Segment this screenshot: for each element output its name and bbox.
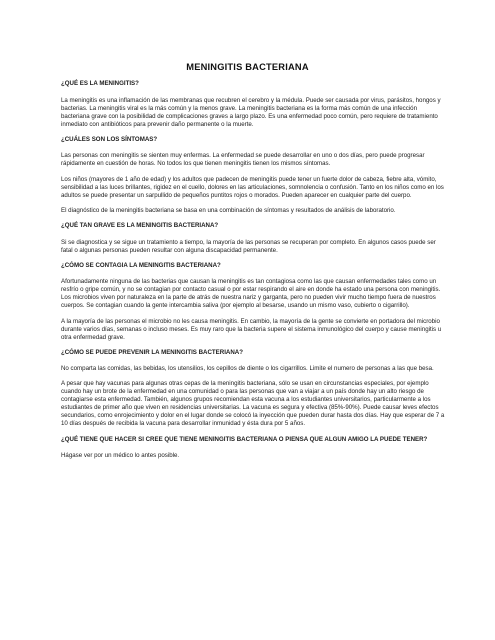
paragraph: A la mayoría de las personas el microbio no les causa meningitis. En cambio, la mayoría de la gente se convierte en portadora del microbio durante varios días, semanas o incluso meses. Es muy raro que la bacteria supere el sistema inmunológico del cuerpo y cause meningitis u otra enfermedad grave. xyxy=(61,317,442,341)
paragraph: A pesar que hay vacunas para algunas otras cepas de la meningitis bacteriana, sólo se usan en circunstancias especiales, por ejemplo cuando hay un brote de la enfermedad en una comunidad o para las personas que van a viajar a un país donde hay un alto riesgo de contagiarse esta enfermedad. También, algunos grupos recomiendan esta vacuna a los estudiantes universitarios, particularmente a los estudiantes de primer año que viven en residencias universitarias. La vacuna es segura y efectiva (85%-90%). Puede causar leves efectos secundarios, como enrojecimiento y dolor en el lugar donde se colocó la inyección que pueden durar hasta dos días. Hay que esperar de 7 a 10 días después de recibida la vacuna para desarrollar inmunidad y ésta dura por 5 años. xyxy=(61,380,445,428)
section-heading-que-es: ¿QUÉ ES LA MENINGITIS? xyxy=(61,80,139,87)
paragraph: Los niños (mayores de 1 año de edad) y los adultos que padecen de meningitis puede tener un fuerte dolor de cabeza, fiebre alta, vómito, sensibilidad a las luces brillantes, rigidez en el cuello, dolores en las articulaciones, somnolencia o confusión. Tanto en los niños como en los adultos se puede presentar un sarpullido de pequeños puntitos rojos o morados. Pueden aparecer en cualquier parte del cuerpo. xyxy=(61,175,444,199)
paragraph: No comparta las comidas, las bebidas, los utensilios, los cepillos de diente o los cigarrillos. Limite el numero de personas a las que besa. xyxy=(61,365,434,373)
paragraph: Las personas con meningitis se sienten muy enfermas. La enfermedad se puede desarrollar en uno o dos días, pero puede progresar rápidamente en cuestión de horas. No todos los que tienen meningitis tienen los mismos síntomas. xyxy=(61,152,425,168)
document-body xyxy=(61,80,445,460)
paragraph: Afortunadamente ninguna de las bacterias que causan la meningitis es tan contagiosa como las que causan enfermedades tales como un resfrío o gripe común, y no se contagian por contacto casual o por estar respirando el aire en donde ha estado una persona con meningitis. Los microbios viven por naturaleza en la parte de atrás de nuestra nariz y garganta, pero no pueden vivir mucho tiempo fuera de nuestros cuerpos. Se contagian cuando la gente intercambia saliva (por ejemplo al besarse, usando un mismo vaso, cubierto o cigarrillo). xyxy=(61,278,441,310)
section-heading-sintomas: ¿CUÁLES SON LOS SÍNTOMAS? xyxy=(61,135,158,143)
paragraph: La meningitis es una inflamación de las membranas que recubren el cerebro y la médula. Puede ser causada por virus, parásitos, hongos y bacterias. La meningitis viral es la más común y la menos grave. La meningitis bacteriana es la forma más común de una infección bacteriana grave con la posibilidad de complicaciones graves a largo plazo. Es una enfermedad poco común, pero requiere de tratamiento inmediato con antibióticos para prevenir daño permanente o la muerte. xyxy=(61,96,441,128)
section-heading-que-hacer: ¿QUÉ TIENE QUE HACER SI CREE QUE TIENE MENINGITIS BACTERIANA O PIENSA QUE ALGUN AMIGO LA PUEDE TENER? xyxy=(61,435,428,443)
paragraph: El diagnóstico de la meningitis bacteriana se basa en una combinación de síntomas y resultados de análisis de laboratorio. xyxy=(61,206,396,214)
section-heading-prevencion: ¿CÓMO SE PUEDE PREVENIR LA MENINGITIS BACTERIANA? xyxy=(61,348,243,356)
section-heading-gravedad: ¿QUÉ TAN GRAVE ES LA MENINGITIS BACTERIANA? xyxy=(61,221,219,229)
paragraph: Hágase ver por un médico lo antes posible. xyxy=(61,452,180,460)
page-title: MENINGITIS BACTERIANA xyxy=(186,62,309,72)
section-heading-contagio: ¿CÓMO SE CONTAGIA LA MENINGITIS BACTERIANA? xyxy=(61,261,221,269)
paragraph: Si se diagnostica y se sigue un tratamiento a tiempo, la mayoría de las personas se recuperan por completo. En algunos casos puede ser fatal o algunas personas pueden resultar con alguna discapacidad permanente. xyxy=(61,238,436,254)
